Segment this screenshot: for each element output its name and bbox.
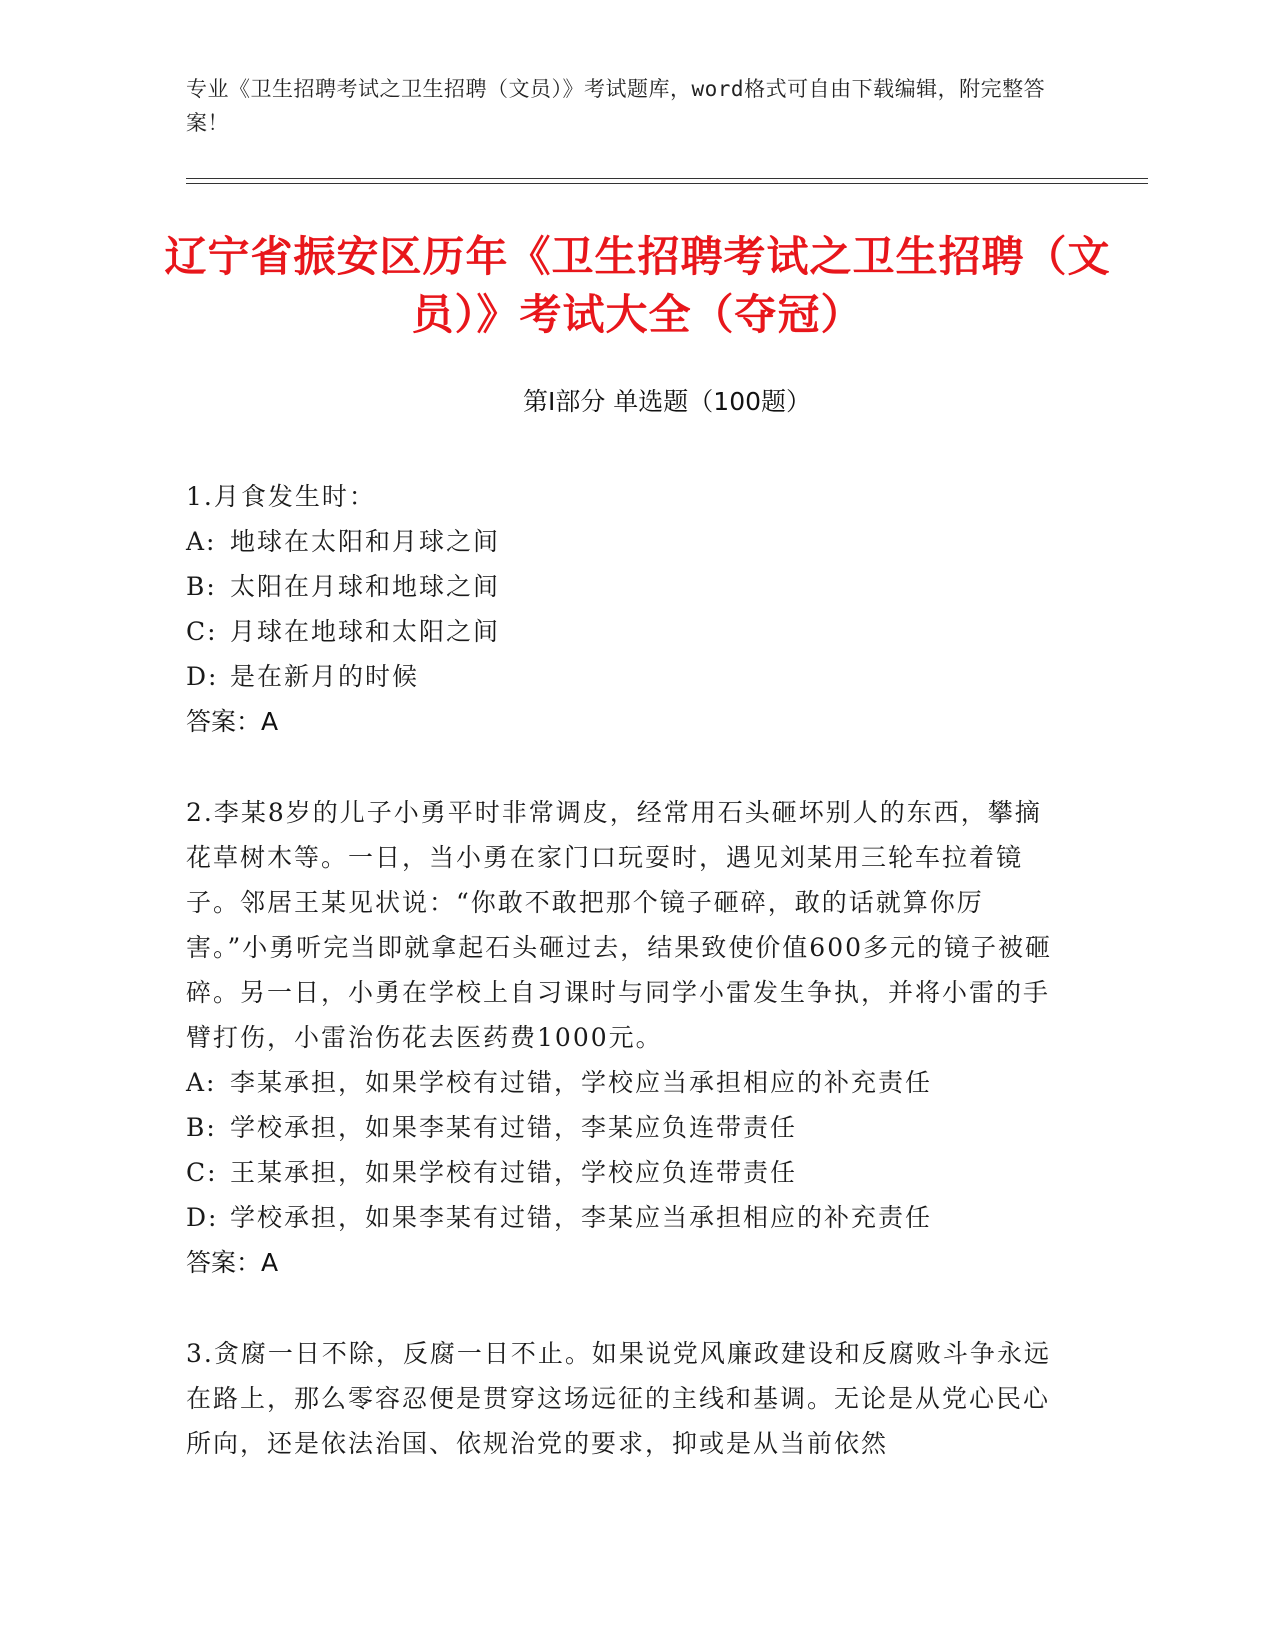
header-note: 专业《卫生招聘考试之卫生招聘（文员）》考试题库，word格式可自由下载编辑，附完整答案！ [186, 77, 1046, 135]
header-divider-bottom [186, 183, 1148, 184]
option-text: 王某承担，如果学校有过错，学校应负连带责任 [230, 1158, 798, 1187]
option-a [186, 1060, 1056, 1105]
question-stem: 2.李某8岁的儿子小勇平时非常调皮，经常用石头砸坏别人的东西，攀摘花草树木等。一日，当小勇在家门口玩耍时，遇见刘某用三轮车拉着镜子。邻居王某见状说：“你敢不敢把那个镜子砸碎，敢的话就算你厉害。”小勇听完当即就拿起石头砸过去，结果致使价值600多元的镜子被砸碎。另一日，小勇在学校上自习课时与同学小雷发生争执，并将小雷的手臂打伤，小雷治伤花去医药费1000元。 [186, 798, 1053, 1052]
option-label: A: [186, 1068, 217, 1097]
option-text: 是在新月的时候 [230, 662, 420, 691]
option-c [186, 1150, 1056, 1195]
option-text: 太阳在月球和地球之间 [230, 572, 501, 601]
question-2 [186, 790, 1056, 1285]
option-text: 学校承担，如果李某有过错，李某应负连带责任 [230, 1113, 798, 1142]
option-d [186, 1195, 1056, 1240]
option-label: D: [186, 662, 219, 691]
option-label: C: [186, 617, 218, 646]
option-d [186, 654, 1056, 699]
option-text: 李某承担，如果学校有过错，学校应当承担相应的补充责任 [230, 1068, 933, 1097]
option-text: 月球在地球和太阳之间 [230, 617, 501, 646]
section-heading: 第Ⅰ部分 单选题（100题） [522, 387, 812, 416]
document-title: 辽宁省振安区历年《卫生招聘考试之卫生招聘（文员）》考试大全（夺冠） [164, 232, 1111, 339]
question-stem: 3.贪腐一日不除，反腐一日不止。如果说党风廉政建设和反腐败斗争永远在路上，那么零容忍便是贯穿这场远征的主线和基调。无论是从党心民心所向，还是依法治国、依规治党的要求，抑或是从当前依然 [186, 1339, 1051, 1458]
option-label: B: [186, 572, 217, 601]
option-text: 学校承担，如果李某有过错，李某应当承担相应的补充责任 [230, 1203, 933, 1232]
option-b [186, 1105, 1056, 1150]
answer-line: 答案：A [186, 707, 279, 736]
option-label: D: [186, 1203, 219, 1232]
question-list [186, 474, 1056, 1512]
option-c [186, 609, 1056, 654]
header-divider-top [186, 178, 1148, 179]
option-text: 地球在太阳和月球之间 [230, 527, 501, 556]
option-label: C: [186, 1158, 218, 1187]
option-a [186, 519, 1056, 564]
question-stem: 1.月食发生时： [186, 482, 376, 511]
answer-line: 答案：A [186, 1248, 279, 1277]
question-1 [186, 474, 1056, 744]
option-label: B: [186, 1113, 217, 1142]
question-3 [186, 1331, 1056, 1466]
option-b [186, 564, 1056, 609]
option-label: A: [186, 527, 217, 556]
